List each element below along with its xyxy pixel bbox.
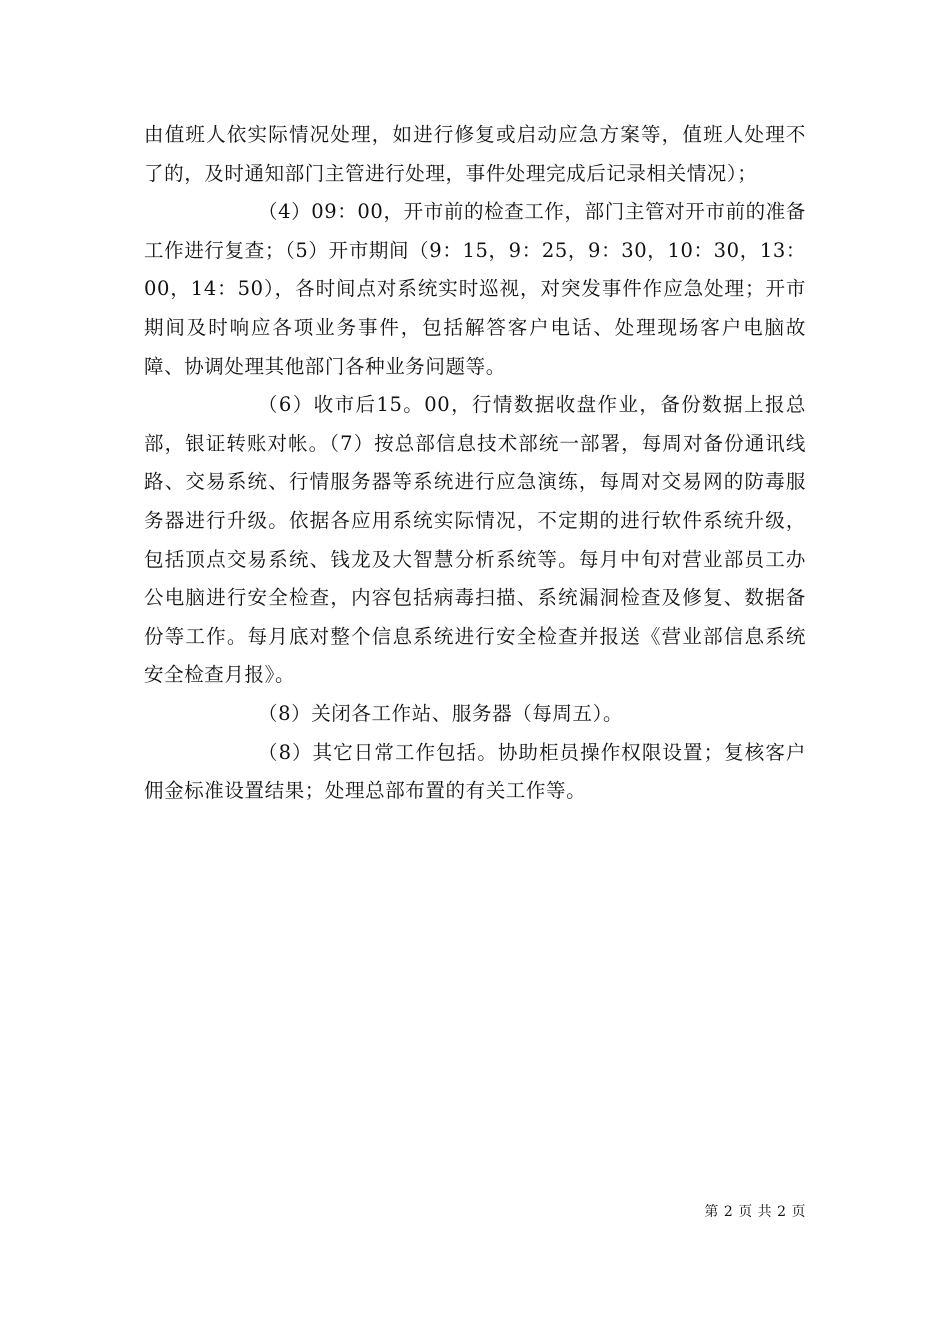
paragraph-2: （4）09：00，开市前的检查工作，部门主管对开市前的准备工作进行复查；（5）开市期间（9：15，9：25，9：30，10：30，13：00，14：50），各时间点对系统实时巡视，对突发事件作应急处理；开市期间及时响应各项业务事件，包括解答客户电话、处理现场客户电脑故障、协调处理其他部门各种业务问题等。 (144, 200, 806, 378)
page-number-footer: 第 2 页 共 2 页 (704, 1204, 806, 1220)
paragraph-1: 由值班人依实际情况处理，如进行修复或启动应急方案等，值班人处理不了的，及时通知部门主管进行处理，事件处理完成后记录相关情况）； (144, 123, 806, 185)
paragraph-4: （8）关闭各工作站、服务器（每周五）。 (258, 701, 624, 725)
document-body (144, 116, 806, 811)
paragraph-3: （6）收市后15。00，行情数据收盘作业，备份数据上报总部，银证转账对帐。（7）按总部信息技术部统一部署，每周对备份通讯线路、交易系统、行情服务器等系统进行应急演练，每周对交易网的防毒服务器进行升级。依据各应用系统实际情况，不定期的进行软件系统升级，包括顶点交易系统、钱龙及大智慧分析系统等。每月中旬对营业部员工办公电脑进行安全检查，内容包括病毒扫描、系统漏洞检查及修复、数据备份等工作。每月底对整个信息系统进行安全检查并报送《营业部信息系统安全检查月报》。 (144, 393, 806, 687)
paragraph-5: （8）其它日常工作包括。协助柜员操作权限设置；复核客户佣金标准设置结果；处理总部布置的有关工作等。 (144, 740, 806, 803)
